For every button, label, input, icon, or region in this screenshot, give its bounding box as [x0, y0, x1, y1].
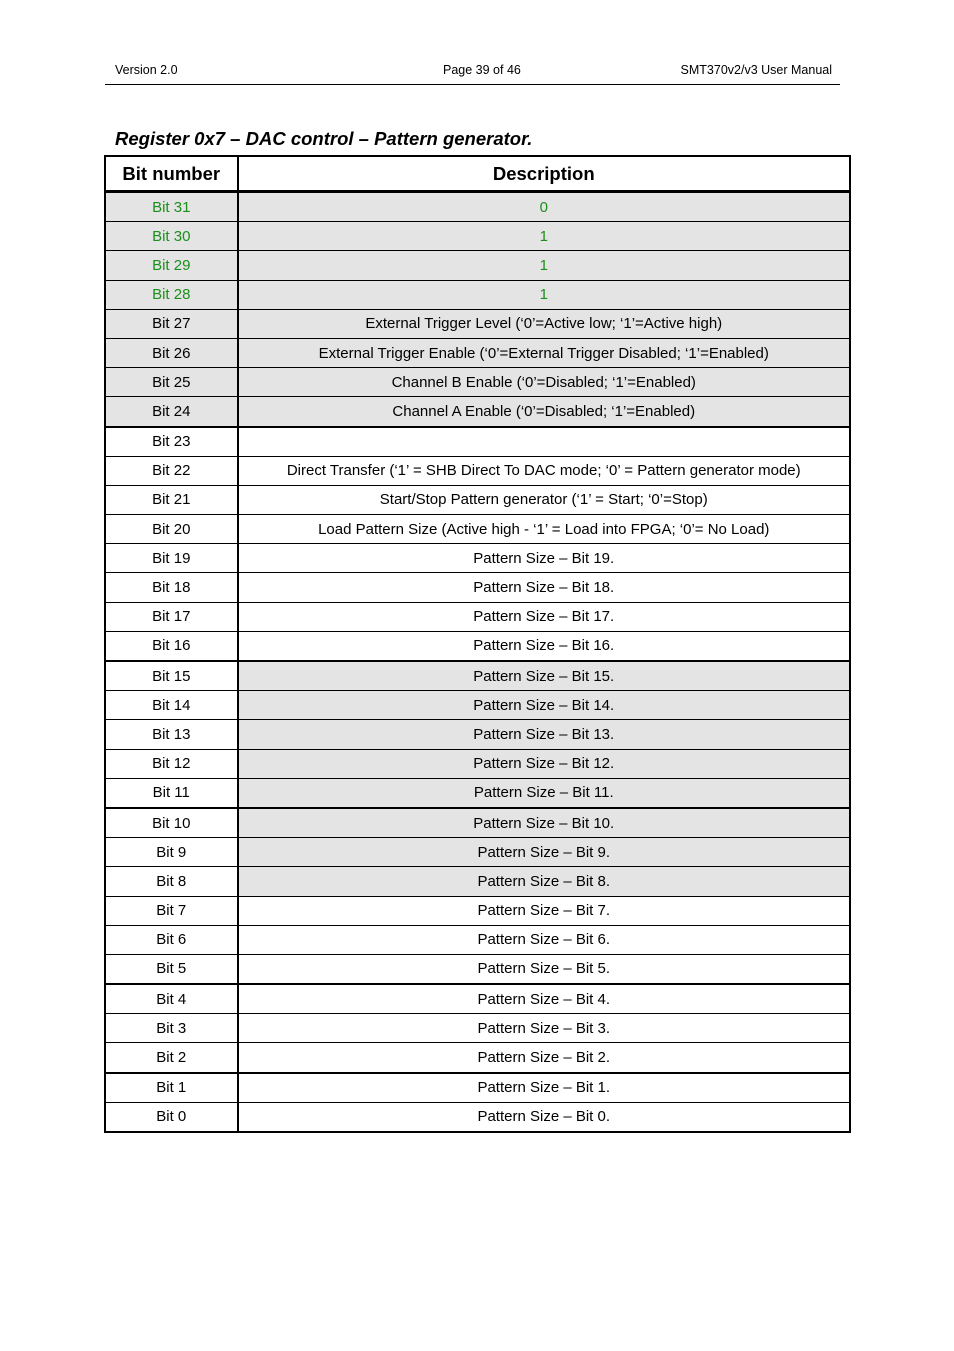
description-cell: Pattern Size – Bit 4. [238, 984, 850, 1014]
bit-number-cell: Bit 31 [106, 192, 238, 222]
table-row [106, 456, 850, 485]
bit-number-cell: Bit 6 [106, 925, 238, 954]
description-cell: Pattern Size – Bit 19. [238, 544, 850, 573]
column-header-bit: Bit number [106, 157, 238, 192]
description-cell: Pattern Size – Bit 10. [238, 808, 850, 838]
bit-number-cell: Bit 22 [106, 456, 238, 485]
table-row [106, 515, 850, 544]
table-row [106, 573, 850, 602]
bit-number-cell: Bit 12 [106, 749, 238, 778]
description-cell: Pattern Size – Bit 8. [238, 867, 850, 896]
description-cell: Pattern Size – Bit 12. [238, 749, 850, 778]
bit-number-cell: Bit 21 [106, 485, 238, 514]
description-cell: Pattern Size – Bit 11. [238, 778, 850, 808]
bit-number-cell: Bit 4 [106, 984, 238, 1014]
description-cell: Pattern Size – Bit 15. [238, 661, 850, 691]
bit-number-cell: Bit 7 [106, 896, 238, 925]
table-row [106, 222, 850, 251]
description-cell: Load Pattern Size (Active high - ‘1’ = Load into FPGA; ‘0’= No Load) [238, 515, 850, 544]
table-row [106, 631, 850, 661]
bit-number-cell: Bit 28 [106, 280, 238, 309]
bit-number-cell: Bit 25 [106, 368, 238, 397]
bit-number-cell: Bit 8 [106, 867, 238, 896]
description-cell: Pattern Size – Bit 0. [238, 1102, 850, 1131]
table-row [106, 397, 850, 427]
bit-number-cell: Bit 30 [106, 222, 238, 251]
table-row [106, 1014, 850, 1043]
bit-number-cell: Bit 26 [106, 338, 238, 367]
description-cell: Pattern Size – Bit 1. [238, 1073, 850, 1103]
bit-number-cell: Bit 14 [106, 691, 238, 720]
table-row [106, 368, 850, 397]
bit-number-cell: Bit 16 [106, 631, 238, 661]
table-row [106, 1073, 850, 1103]
table-row [106, 838, 850, 867]
description-cell: Channel B Enable (‘0’=Disabled; ‘1’=Enabled) [238, 368, 850, 397]
table-row [106, 867, 850, 896]
bit-number-cell: Bit 11 [106, 778, 238, 808]
description-cell: Pattern Size – Bit 3. [238, 1014, 850, 1043]
table-row [106, 427, 850, 457]
description-cell: External Trigger Enable (‘0’=External Trigger Disabled; ‘1’=Enabled) [238, 338, 850, 367]
bit-number-cell: Bit 10 [106, 808, 238, 838]
table-row [106, 778, 850, 808]
page-header [105, 62, 840, 85]
description-cell [238, 427, 850, 457]
table-row [106, 192, 850, 222]
description-cell: Pattern Size – Bit 18. [238, 573, 850, 602]
description-cell: Pattern Size – Bit 13. [238, 720, 850, 749]
bit-number-cell: Bit 1 [106, 1073, 238, 1103]
table-row [106, 808, 850, 838]
table-row [106, 544, 850, 573]
bit-number-cell: Bit 27 [106, 309, 238, 338]
table-header-row [106, 157, 850, 192]
bit-number-cell: Bit 15 [106, 661, 238, 691]
bit-number-cell: Bit 5 [106, 954, 238, 984]
description-cell: 1 [238, 280, 850, 309]
header-version: Version 2.0 [115, 63, 178, 77]
description-cell: 0 [238, 192, 850, 222]
header-manual-title: SMT370v2/v3 User Manual [680, 63, 832, 77]
description-cell: 1 [238, 222, 850, 251]
description-cell: Start/Stop Pattern generator (‘1’ = Start; ‘0’=Stop) [238, 485, 850, 514]
description-cell: Pattern Size – Bit 6. [238, 925, 850, 954]
table-row [106, 984, 850, 1014]
bit-number-cell: Bit 17 [106, 602, 238, 631]
table-row [106, 280, 850, 309]
bit-number-cell: Bit 29 [106, 251, 238, 280]
table-row [106, 485, 850, 514]
table-row [106, 954, 850, 984]
bit-number-cell: Bit 18 [106, 573, 238, 602]
register-table [105, 156, 850, 1132]
column-header-description: Description [238, 157, 850, 192]
description-cell: Pattern Size – Bit 7. [238, 896, 850, 925]
bit-number-cell: Bit 24 [106, 397, 238, 427]
table-row [106, 602, 850, 631]
description-cell: 1 [238, 251, 850, 280]
table-row [106, 338, 850, 367]
description-cell: Pattern Size – Bit 17. [238, 602, 850, 631]
table-row [106, 720, 850, 749]
description-cell: Pattern Size – Bit 2. [238, 1043, 850, 1073]
description-cell: Pattern Size – Bit 5. [238, 954, 850, 984]
table-row [106, 309, 850, 338]
bit-number-cell: Bit 2 [106, 1043, 238, 1073]
bit-number-cell: Bit 0 [106, 1102, 238, 1131]
bit-number-cell: Bit 20 [106, 515, 238, 544]
table-row [106, 1043, 850, 1073]
description-cell: Pattern Size – Bit 14. [238, 691, 850, 720]
description-cell: Channel A Enable (‘0’=Disabled; ‘1’=Enabled) [238, 397, 850, 427]
description-cell: Direct Transfer (‘1’ = SHB Direct To DAC mode; ‘0’ = Pattern generator mode) [238, 456, 850, 485]
table-row [106, 925, 850, 954]
bit-number-cell: Bit 23 [106, 427, 238, 457]
table-row [106, 691, 850, 720]
bit-number-cell: Bit 3 [106, 1014, 238, 1043]
bit-number-cell: Bit 9 [106, 838, 238, 867]
table-row [106, 661, 850, 691]
table-row [106, 749, 850, 778]
bit-number-cell: Bit 19 [106, 544, 238, 573]
description-cell: External Trigger Level (‘0’=Active low; ‘1’=Active high) [238, 309, 850, 338]
description-cell: Pattern Size – Bit 9. [238, 838, 850, 867]
table-row [106, 251, 850, 280]
register-title: Register 0x7 – DAC control – Pattern generator. [115, 128, 533, 149]
header-page-number: Page 39 of 46 [443, 63, 521, 77]
description-cell: Pattern Size – Bit 16. [238, 631, 850, 661]
bit-number-cell: Bit 13 [106, 720, 238, 749]
table-row [106, 1102, 850, 1131]
table-row [106, 896, 850, 925]
